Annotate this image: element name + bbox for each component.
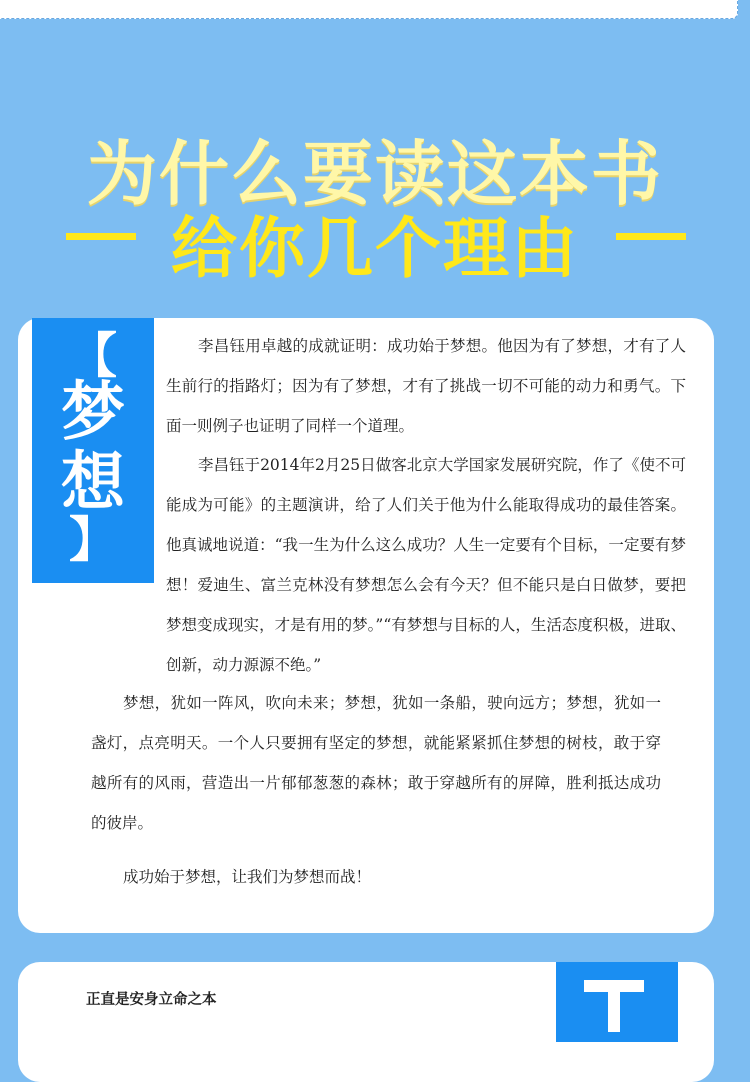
section-tag-dream — [32, 318, 154, 583]
page-title: 为什么要读这本书 — [87, 133, 663, 215]
section-title-integrity: 正直是安身立命之本 — [86, 992, 217, 1008]
subtitle-dash-right — [616, 233, 686, 240]
paragraph-2: 李昌钰于2014年2月25日做客北京大学国家发展研究院，作了《使不可能成为可能》的主题演讲，给了人们关于他为什么能取得成功的最佳答案。他真诚地说道：“我一生为什么这么成功？人生一定要有个目标，一定要有梦想！爱迪生、富兰克林没有梦想怎么会有今天？但不能只是白日做梦，要把梦想变成现实，才是有用的梦。”“有梦想与目标的人，生活态度积极，进取、创新，动力源源不绝。” — [166, 456, 686, 674]
tag-character: 想 — [61, 446, 125, 520]
tag-label — [32, 378, 154, 518]
page-subtitle: 给你几个理由 — [171, 210, 579, 287]
section-tag-integrity — [556, 962, 678, 1042]
tag-character: 梦 — [61, 376, 125, 450]
tag-glyph-bar — [584, 980, 644, 992]
top-frame — [0, 0, 738, 19]
tag-bracket-open: 【 — [68, 328, 117, 384]
paragraph-3: 梦想，犹如一阵风，吹向未来；梦想，犹如一条船，驶向远方；梦想，犹如一盏灯，点亮明天。一个人只要拥有坚定的梦想，就能紧紧抓住梦想的树枝，敢于穿越所有的风雨，营造出一片郁郁葱葱的森林；敢于穿越所有的屏障，胜利抵达成功的彼岸。 — [91, 694, 661, 832]
paragraph-4: 成功始于梦想，让我们为梦想而战！ — [123, 868, 372, 886]
tag-text — [32, 378, 154, 518]
tag-glyph-stem — [608, 992, 620, 1032]
paragraph-1: 李昌钰用卓越的成就证明：成功始于梦想。他因为有了梦想，才有了人生前行的指路灯；因为有了梦想，才有了挑战一切不可能的动力和勇气。下面一则例子也证明了同样一个道理。 — [166, 337, 686, 435]
tag-bracket-close: 】 — [68, 512, 117, 568]
page-subtitle-row — [0, 195, 750, 287]
